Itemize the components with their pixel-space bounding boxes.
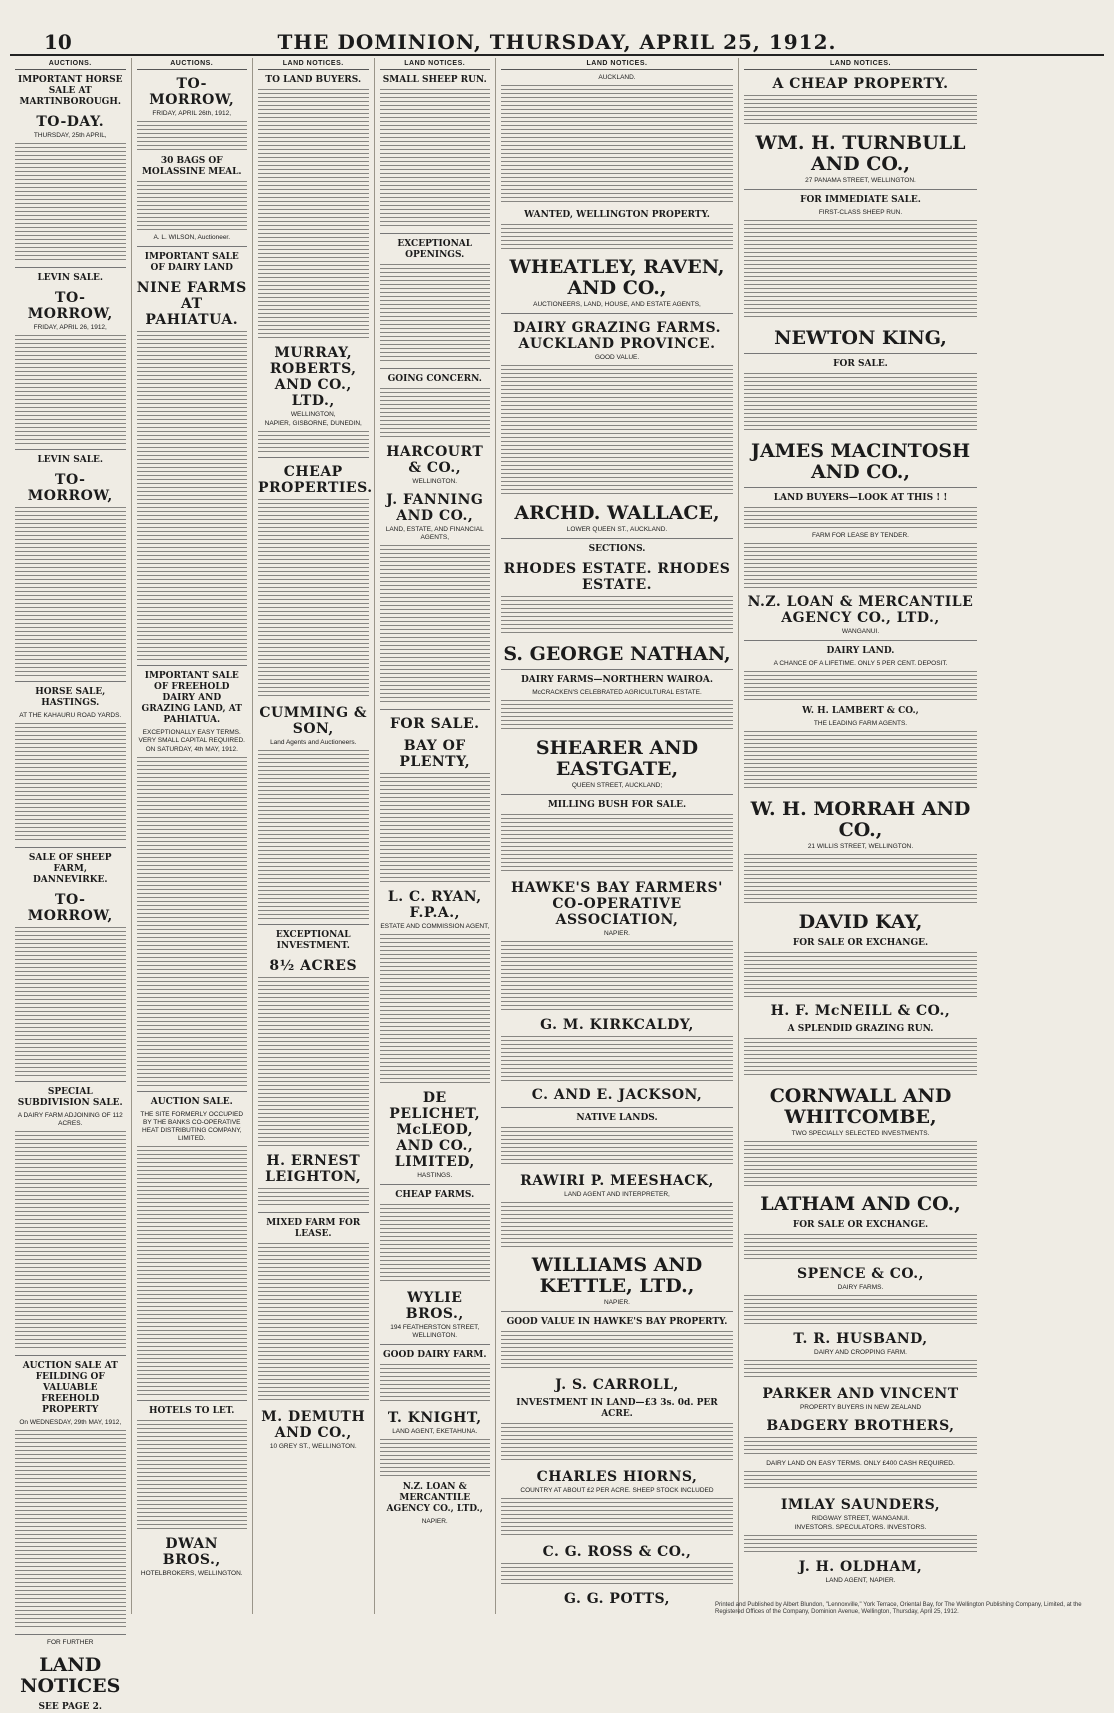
ad-advertiser: BADGERY BROTHERS, [766,1418,955,1434]
ad-address: AUCTIONEERS, LAND, HOUSE, AND ESTATE AGENTS, [533,301,701,308]
ad-address: Land Agents and Auctioneers. [270,739,357,746]
ad-advertiser: C. G. ROSS & CO., [542,1544,692,1560]
ad-advertiser: C. AND E. JACKSON, [531,1087,703,1103]
ad-heading: FOR IMMEDIATE SALE. [800,195,921,205]
ad-subheading: INVESTORS. SPECULATORS. INVESTORS. [794,1524,927,1531]
ad-body [380,89,491,229]
ad-advertiser: NEWTON KING, [774,327,947,349]
ad-body [744,1360,977,1380]
ad-advertiser: WHEATLEY, RAVEN, AND CO., [509,256,725,299]
ad-address: ESTATE AND COMMISSION AGENT, [380,923,490,930]
column-auctions-1 [10,58,132,1712]
ad-body [137,1146,248,1396]
ad-address: NAPIER, GISBORNE, DUNEDIN, [264,420,362,427]
ad-heading: FOR SALE OR EXCHANGE. [792,938,929,948]
ad-heading: IMPORTANT SALE OF DAIRY LAND [144,252,239,273]
ad-body [380,1204,491,1284]
ad-signature: A. L. WILSON, Auctioneer. [153,234,231,241]
ad-advertiser: J. H. OLDHAM, [798,1559,923,1575]
ad-heading: DAIRY FARMS—NORTHERN WAIROA. [521,675,713,685]
ad-heading: DAIRY LAND. [826,646,895,656]
ad-advertiser: M. DEMUTH AND CO., [261,1409,366,1441]
page-number: 10 [44,30,72,54]
ad-body [501,1498,733,1538]
ad-advertiser: N.Z. LOAN & MERCANTILE AGENCY CO., LTD., [747,594,974,626]
ad-heading: 8½ ACRES [269,958,358,974]
ad-advertiser: WYLIE BROS., [405,1290,464,1322]
ad-address: NAPIER. [603,1299,630,1306]
ad-advertiser: T. R. HUSBAND, [793,1331,928,1347]
ad-body [501,814,733,874]
ad-advertiser: HARCOURT & CO., [386,444,484,476]
ad-advertiser: G. G. POTTS, [564,1591,670,1607]
ad-address: WELLINGTON. [412,478,458,485]
ad-body [744,1471,977,1491]
ad-advertiser: ARCHD. WALLACE, [514,502,720,524]
ad-body [15,723,126,843]
ad-body [137,757,248,1087]
ad-heading: CHEAP PROPERTIES. [258,464,373,496]
ad-body [380,545,491,705]
ad-heading: TO LAND BUYERS. [265,75,362,85]
ad-heading: 30 BAGS OF MOLASSINE MEAL. [141,156,242,177]
ad-subheading: DAIRY LAND ON EASY TERMS. ONLY £400 CASH REQUIRED. [766,1460,955,1467]
ad-address: LAND, ESTATE, AND FINANCIAL AGENTS, [385,526,484,541]
ad-address: HASTINGS. [417,1172,453,1179]
ad-heading: SPECIAL SUBDIVISION SALE. [17,1087,123,1108]
ad-body [380,934,491,1084]
ad-subheading: DAIRY AND CROPPING FARM. [814,1349,907,1356]
ad-body [744,1295,977,1325]
notice-for-further: FOR FURTHER [47,1639,94,1646]
ad-body [501,1036,733,1081]
ad-heading: WANTED, WELLINGTON PROPERTY. [524,210,710,220]
ad-body [501,941,733,1011]
ad-body [137,1420,248,1530]
ad-body [744,95,977,125]
ad-advertiser: G. M. KIRKCALDY, [540,1017,694,1033]
ad-body [15,1131,126,1351]
ad-body [15,143,126,263]
ad-advertiser: DE PELICHET, McLEOD, AND CO., LIMITED, [389,1090,481,1170]
ad-address: LAND AGENT, NAPIER. [825,1577,896,1584]
ad-subheading: A DAIRY FARM ADJOINING OF 112 ACRES. [17,1112,123,1127]
ad-address: RIDGWAY STREET, WANGANUI. [811,1515,910,1522]
ad-heading: GOOD DAIRY FARM. [383,1350,487,1360]
ad-body [744,373,977,433]
ad-body [744,1038,977,1078]
ad-advertiser: WILLIAMS AND KETTLE, LTD., [531,1254,703,1297]
ad-subheading: AUCKLAND. [598,74,636,81]
ad-heading: SECTIONS. [588,544,646,554]
ad-heading: FOR SALE. [833,359,888,369]
ad-advertiser: J. FANNING AND CO., [386,492,484,524]
ad-heading: TO-MORROW, [27,290,113,322]
ad-body [137,181,248,231]
ad-advertiser: DAVID KAY, [798,911,923,933]
ad-date: On WEDNESDAY, 29th MAY, 1912, [19,1419,122,1426]
ad-heading: INVESTMENT IN LAND—£3 3s. 0d. PER ACRE. [516,1398,718,1419]
ad-body [380,1439,491,1477]
ad-heading: FOR SALE. [389,716,480,732]
ad-body [137,331,248,661]
ad-heading: HOTELS TO LET. [149,1406,235,1416]
ad-advertiser: PARKER AND VINCENT [762,1386,959,1402]
ad-body [744,671,977,701]
ad-heading: NATIVE LANDS. [576,1113,658,1123]
ad-body [744,220,977,320]
ad-subheading: GOOD VALUE. [594,354,640,361]
ad-address: HOTELBROKERS, WELLINGTON. [140,1570,243,1577]
ad-advertiser: DWAN BROS., [162,1536,221,1568]
masthead [10,14,1104,56]
ad-advertiser: WM. H. TURNBULL AND CO., [755,132,966,175]
ad-body [258,977,369,1147]
ad-advertiser: HAWKE'S BAY FARMERS' CO-OPERATIVE ASSOCIATION, [511,880,723,928]
ad-body [501,1331,733,1371]
ad-advertiser: W. H. MORRAH AND CO., [750,798,971,841]
ad-advertiser: L. C. RYAN, F.P.A., [387,889,482,921]
ad-address: 10 GREY ST., WELLINGTON. [269,1443,357,1450]
ad-heading: TO-MORROW, [149,76,235,108]
ad-body [15,927,126,1077]
ad-heading: FOR SALE OR EXCHANGE. [792,1220,929,1230]
ad-heading: GOOD VALUE IN HAWKE'S BAY PROPERTY. [506,1317,728,1327]
ad-body [744,1234,977,1260]
ad-subheading: McCRACKEN'S CELEBRATED AGRICULTURAL ESTATE. [532,689,702,696]
ad-body [380,388,491,438]
ad-advertiser: IMLAY SAUNDERS, [780,1497,941,1513]
ad-subheading: A CHANCE OF A LIFETIME. ONLY 5 PER CENT. DEPOSIT. [773,660,948,667]
notice-land-notices: LAND NOTICES [20,1654,121,1697]
ad-advertiser: JAMES MACINTOSH AND CO., [750,440,971,483]
ad-body [258,431,369,453]
ad-heading: HORSE SALE, HASTINGS. [35,687,106,708]
notice-see-page: SEE PAGE 2. [38,1702,103,1712]
ad-advertiser: LATHAM AND CO., [760,1193,961,1215]
ad-date: FRIDAY, APRIL 26th, 1912, [152,110,232,117]
ad-advertiser: CORNWALL AND WHITCOMBE, [769,1085,952,1128]
newspaper-title: THE DOMINION, THURSDAY, APRIL 25, 1912. [277,30,837,54]
ad-body [380,773,491,883]
ad-subheading: TWO SPECIALLY SELECTED INVESTMENTS. [791,1130,930,1137]
printer-imprint: Printed and Published by Albert Blundon, "Lennoxville," York Terrace, Oriental Bay, for The Wellington Publishing Company, Limited, at the Registered Offices of the Company, Dominion Avenue, Wellington, Thursday, April 25, 1912. [715,1602,1082,1615]
ad-subheading: EXCEPTIONALLY EASY TERMS. VERY SMALL CAPITAL REQUIRED. [138,729,245,744]
ad-address: WELLINGTON, [290,411,336,418]
column-land-notices-4 [739,58,982,1614]
page-columns [10,58,1104,1712]
ad-heading: MILLING BUSH FOR SALE. [547,800,687,810]
ad-heading: TO-DAY. [36,114,105,130]
ad-advertiser: T. KNIGHT, [387,1410,482,1426]
ad-subheading: FARM FOR LEASE BY TENDER. [812,532,909,539]
ad-advertiser: S. GEORGE NATHAN, [503,643,731,665]
ad-heading: A SPLENDID GRAZING RUN. [787,1024,934,1034]
ad-body [258,750,369,920]
ad-body [501,700,733,730]
ad-advertiser: SPENCE & CO., [796,1266,925,1282]
ad-address: NAPIER. [603,930,630,937]
ad-heading: CHEAP FARMS. [395,1190,475,1200]
ad-advertiser: SHEARER AND EASTGATE, [535,737,699,780]
ad-heading: GOING CONCERN. [387,374,482,384]
ad-subheading: PROPERTY BUYERS IN NEW ZEALAND [799,1404,922,1411]
ad-body [258,1188,369,1208]
ad-advertiser: N.Z. LOAN & MERCANTILE AGENCY CO., LTD., [386,1482,483,1514]
ad-address: WANGANUI. [841,628,880,635]
ad-heading: IMPORTANT SALE OF FREEHOLD DAIRY AND GRAZING LAND, AT PAHIATUA. [141,671,242,725]
ad-heading: EXCEPTIONAL OPENINGS. [397,239,473,260]
ad-body [501,224,733,249]
ad-heading: DAIRY GRAZING FARMS. AUCKLAND PROVINCE. [512,320,722,352]
ad-subheading: FIRST-CLASS SHEEP RUN. [818,209,903,216]
column-land-notices-1 [253,58,375,1614]
column-land-notices-2 [375,58,497,1614]
ad-heading: IMPORTANT HORSE SALE AT MARTINBOROUGH. [17,75,123,107]
ad-body [744,1141,977,1186]
ad-body [501,1127,733,1167]
ad-body [258,1243,369,1403]
column-header: LAND NOTICES. [380,60,491,70]
ad-body [744,854,977,904]
ad-advertiser: MURRAY, ROBERTS, AND CO., LTD., [269,345,357,409]
ad-heading: TO-MORROW, [27,472,113,504]
ad-address: LOWER QUEEN ST., AUCKLAND. [566,526,668,533]
ad-heading: LEVIN SALE. [37,455,104,465]
ad-subheading: AT THE KAHAURU ROAD YARDS. [19,712,122,719]
column-header: LAND NOTICES. [744,60,977,70]
ad-body [501,1202,733,1247]
ad-address: 27 PANAMA STREET, WELLINGTON. [805,177,916,184]
ad-heading: LAND BUYERS—LOOK AT THIS ! ! [773,493,948,503]
column-auctions-2 [132,58,254,1614]
ad-body [15,507,126,677]
ad-address: QUEEN STREET, AUCKLAND; [571,782,663,789]
ad-date: FRIDAY, APRIL 26, 1912, [33,324,107,331]
ad-address: 194 FEATHERSTON STREET, WELLINGTON. [390,1324,480,1339]
column-header: LAND NOTICES. [501,60,733,70]
ad-heading: MIXED FARM FOR LEASE. [266,1218,361,1239]
ad-body [744,1535,977,1553]
ad-advertiser: CHARLES HIORNS, [536,1469,698,1485]
ad-body [744,543,977,588]
ad-body [501,85,733,205]
ad-advertiser: CUMMING & SON, [259,705,368,737]
ad-address: LAND AGENT AND INTERPRETER, [564,1191,670,1198]
ad-heading: TO-MORROW, [27,892,113,924]
ad-heading: SMALL SHEEP RUN. [382,75,487,85]
ad-date: ON SATURDAY, 4th MAY, 1912. [145,746,238,753]
ad-address: NAPIER. [421,1518,448,1525]
ad-body [380,1364,491,1404]
ad-body [258,499,369,699]
ad-address: 21 WILLIS STREET, WELLINGTON. [807,843,914,850]
ad-advertiser: RAWIRI P. MEESHACK, [520,1173,714,1189]
ad-subheading: COUNTRY AT ABOUT £2 PER ACRE. SHEEP STOCK INCLUDED [520,1487,714,1494]
ad-body [15,1430,126,1630]
ad-body [744,507,977,529]
column-header: LAND NOTICES. [258,60,369,70]
column-header: AUCTIONS. [15,60,126,70]
ad-heading: AUCTION SALE AT FEILDING OF VALUABLE FREEHOLD PROPERTY [22,1361,118,1415]
ad-advertiser: H. F. McNEILL & CO., [770,1003,951,1019]
ad-body [501,365,733,495]
column-header: AUCTIONS. [137,60,248,70]
ad-heading: NINE FARMS AT PAHIATUA. [136,280,247,328]
ad-body [744,952,977,997]
ad-heading: EXCEPTIONAL INVESTMENT. [275,930,351,951]
ad-heading: BAY OF PLENTY, [399,738,471,770]
ad-subheading: THE LEADING FARM AGENTS. [813,720,908,727]
ad-date: THURSDAY, 25th APRIL, [33,132,107,139]
ad-body [501,596,733,636]
ad-body [501,1563,733,1585]
ad-advertiser: W. H. LAMBERT & CO., [802,706,919,716]
ad-body [744,1437,977,1457]
ad-subheading: DAIRY FARMS. [837,1284,884,1291]
column-land-notices-3 [496,58,739,1614]
ad-heading: LEVIN SALE. [37,273,104,283]
ad-heading: AUCTION SALE. [150,1097,233,1107]
ad-advertiser: J. S. CARROLL, [555,1377,679,1393]
ad-advertiser: H. ERNEST LEIGHTON, [265,1153,362,1185]
ad-body [380,264,491,364]
ad-subheading: THE SITE FORMERLY OCCUPIED BY THE BANKS CO-OPERATIVE HEAT DISTRIBUTING COMPANY, LIMITED. [140,1111,244,1142]
ad-heading: A CHEAP PROPERTY. [772,76,949,92]
ad-body [137,121,248,151]
ad-address: LAND AGENT, EKETAHUNA. [392,1428,478,1435]
ad-heading: RHODES ESTATE. RHODES ESTATE. [503,561,731,593]
ad-body [15,335,126,445]
ad-body [501,1423,733,1463]
ad-body [258,89,369,339]
ad-heading: SALE OF SHEEP FARM, DANNEVIRKE. [28,853,112,885]
ad-body [744,731,977,791]
